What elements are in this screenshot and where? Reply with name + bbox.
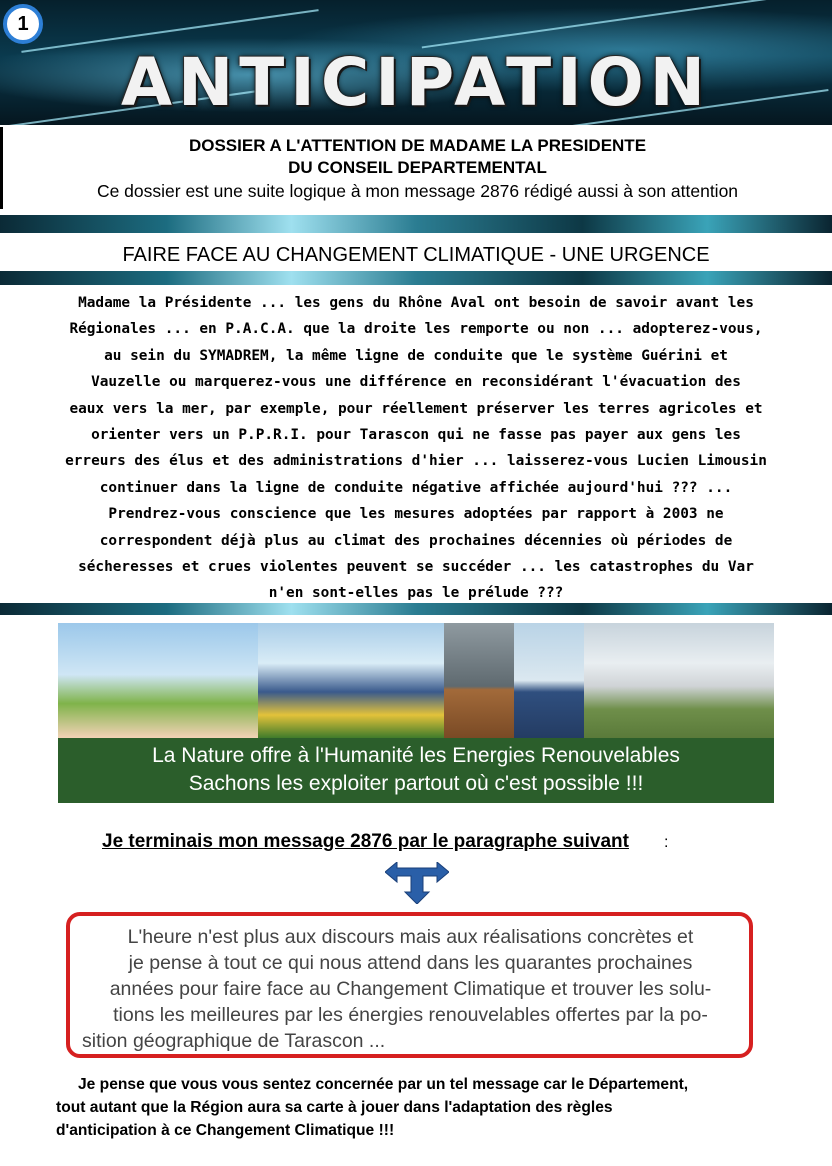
body-line: orienter vers un P.P.R.I. pour Tarascon qui ne fasse pas payer aux gens les — [91, 427, 741, 444]
section-heading: Je terminais mon message 2876 par le paragraphe suivant — [102, 831, 629, 852]
letter-body — [12, 290, 820, 607]
banner-title: ANTICIPATION — [120, 44, 712, 121]
body-line: erreurs des élus et des administrations d'hier ... laisserez-vous Lucien Limousin — [65, 453, 767, 470]
header-banner — [0, 0, 832, 125]
closing-line1: Je pense que vous vous sentez concernée par un tel message car le Département, — [78, 1076, 689, 1093]
body-line: continuer dans la ligne de conduite négative affichée aujourd'hui ??? ... — [99, 479, 733, 496]
dam-biomass-image — [444, 623, 514, 738]
page-number-badge: 1 — [3, 4, 43, 44]
dossier-intro: Ce dossier est une suite logique à mon message 2876 rédigé aussi à son attention — [96, 181, 739, 201]
quote-line: L'heure n'est plus aux discours mais aux réalisations concrètes et — [127, 926, 694, 948]
collage-caption — [58, 738, 774, 803]
caption-line1: La Nature offre à l'Humanité les Energies Renouvelables — [152, 744, 680, 767]
body-line: n'en sont-elles pas le prélude ??? — [268, 585, 564, 602]
closing-line3: d'anticipation à ce Changement Climatique !!! — [56, 1122, 395, 1139]
body-line: eaux vers la mer, par exemple, pour réellement préserver les terres agricoles et — [69, 400, 763, 417]
renewable-energy-collage — [58, 623, 774, 803]
biogas-plant-image — [584, 623, 774, 738]
body-line: au sein du SYMADREM, la même ligne de conduite que le système Guérini et — [104, 347, 728, 364]
quote-line: tions les meilleures par les énergies renouvelables offertes par la po- — [113, 1004, 708, 1026]
wave-divider — [0, 215, 832, 233]
solar-wind-image — [258, 623, 444, 738]
wave-divider — [0, 271, 832, 285]
dossier-header — [0, 127, 832, 209]
closing-paragraph — [56, 1073, 774, 1142]
closing-line2: tout autant que la Région aura sa carte à jouer dans l'adaptation des règles — [56, 1099, 613, 1116]
body-line: correspondent déjà plus au climat des prochaines décennies où périodes de — [99, 532, 733, 549]
dossier-title-line2: DU CONSEIL DEPARTEMENTAL — [288, 158, 547, 177]
quote-line: sition géographique de Tarascon ... — [82, 1030, 386, 1052]
arrows-icon — [385, 862, 449, 904]
body-line: Madame la Présidente ... les gens du Rhône Aval ont besoin de savoir avant les — [78, 295, 754, 311]
subtitle: FAIRE FACE AU CHANGEMENT CLIMATIQUE - UNE URGENCE — [122, 244, 710, 266]
body-line: sécheresses et crues violentes peuvent se succéder ... les catastrophes du Var — [78, 559, 754, 576]
caption-line2: Sachons les exploiter partout où c'est possible !!! — [188, 772, 644, 795]
eco-hand-image — [58, 623, 258, 738]
quote-line: je pense à tout ce qui nous attend dans les quarantes prochaines — [128, 952, 693, 974]
body-line: Vauzelle ou marquerez-vous une différence en reconsidérant l'évacuation des — [91, 374, 741, 391]
quoted-paragraph — [66, 912, 753, 1058]
turbine-panels-image — [514, 623, 584, 738]
quote-line: années pour faire face au Changement Climatique et trouver les solu- — [109, 978, 712, 1000]
wave-divider — [0, 603, 832, 615]
section-heading-colon: : — [664, 834, 669, 851]
dossier-title-line1: DOSSIER A L'ATTENTION DE MADAME LA PRESIDENTE — [188, 136, 647, 155]
lightning-streak — [422, 0, 799, 48]
body-line: Régionales ... en P.A.C.A. que la droite les remporte ou non ... adopterez-vous, — [69, 321, 763, 338]
body-line: Prendrez-vous conscience que les mesures adoptées par rapport à 2003 ne — [108, 506, 724, 523]
